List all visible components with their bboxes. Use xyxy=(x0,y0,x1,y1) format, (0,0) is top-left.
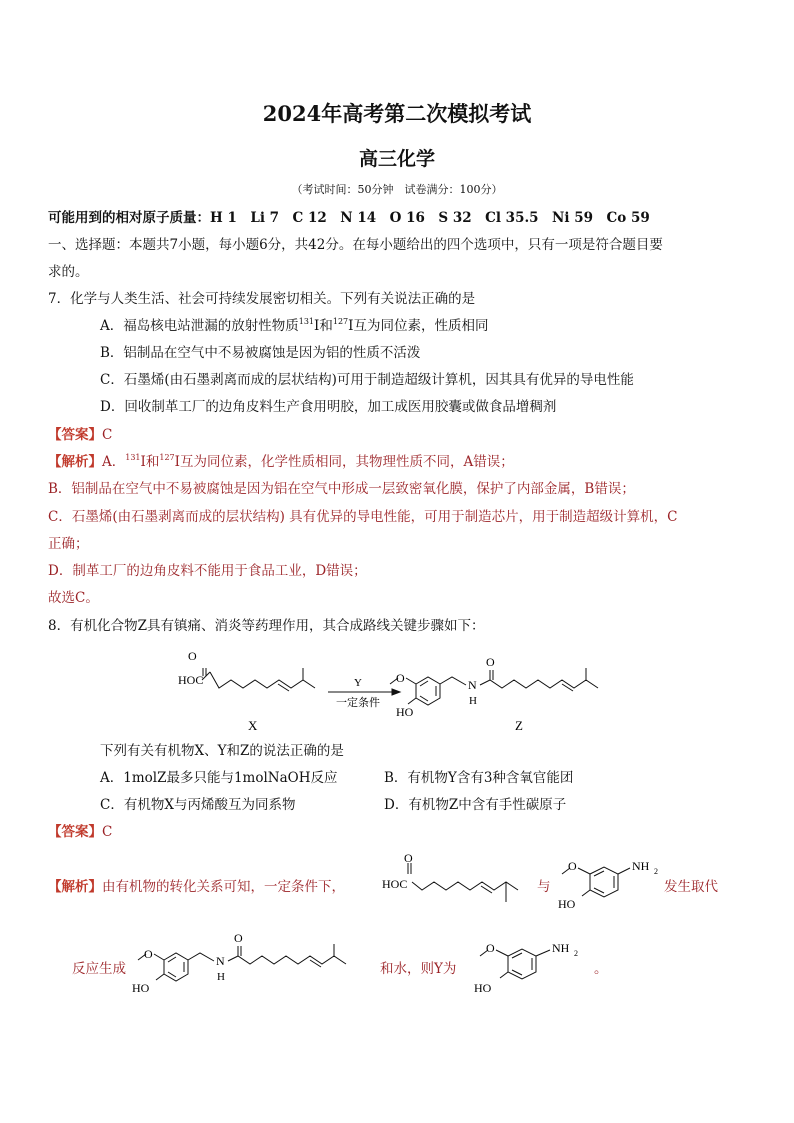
q7-analysis-d: D．制革工厂的边角皮料不能用于食品工业，D错误； xyxy=(48,563,367,579)
ya-o: O xyxy=(486,941,495,955)
ya-nh: NH xyxy=(552,941,570,955)
q7-analysis-c2: 正确； xyxy=(48,536,89,552)
q8-period: 。 xyxy=(594,961,608,977)
ay-o: O xyxy=(568,859,577,873)
q8-analysis-y-answer-structure xyxy=(470,930,594,1000)
arrow-condition: 一定条件 xyxy=(336,697,380,709)
q8-water: 和水，则Y为 xyxy=(380,961,457,977)
q8-analysis-tag: 【解析】 xyxy=(48,879,102,895)
exam-title: 2024年高考第二次模拟考试 xyxy=(262,101,532,126)
z-n-atom: N xyxy=(468,678,477,692)
q8-answer xyxy=(48,823,112,841)
q8-reaction-scheme xyxy=(170,644,630,736)
ay-sub2: 2 xyxy=(654,867,658,876)
q8-analysis-y-structure xyxy=(554,852,666,912)
q7-option-a-pre: A．福岛核电站泄漏的放射性物质 xyxy=(100,318,299,334)
q8-analysis-x-structure xyxy=(378,850,544,910)
q8-analysis-text1: 由有机物的转化关系可知，一定条件下， xyxy=(102,879,345,895)
q7-answer-tag: 【答案】 xyxy=(48,427,102,443)
q7-analysis-a xyxy=(48,453,514,471)
z-ho-label: HO xyxy=(396,705,414,719)
section-instructions-line1: 一、选择题：本题共7小题，每小题6分，共42分。在每小题给出的四个选项中，只有一项是符合题目要 xyxy=(48,237,663,253)
q7-analysis-b: B．铝制品在空气中不易被腐蚀是因为铝在空气中形成一层致密氧化膜，保护了内部金属，B错误； xyxy=(48,481,635,497)
q8-with: 与 xyxy=(537,879,551,895)
q8-option-a: A．1molZ最多只能与1molNaOH反应 xyxy=(100,770,338,786)
q7-analysis-a-post: I互为同位素，化学性质相同，其物理性质不同，A错误； xyxy=(174,454,514,470)
az-carbonyl-o: O xyxy=(234,931,243,945)
arrow-reagent: Y xyxy=(354,677,362,689)
q7-sup-127: 127 xyxy=(332,317,349,326)
q7-stem: 7．化学与人类生活、社会可持续发展密切相关。下列有关说法正确的是 xyxy=(48,291,476,307)
exam-subtitle: 高三化学 xyxy=(358,148,435,170)
q8-option-d: D．有机物Z中含有手性碳原子 xyxy=(384,797,567,813)
q8-stem: 8．有机化合物Z具有镇痛、消炎等药理作用，其合成路线关键步骤如下： xyxy=(48,618,485,634)
q7-option-a-mid: I和 xyxy=(314,318,333,334)
q7-analysis-c1: C．石墨烯(由石墨剥离而成的层状结构) 具有优异的导电性能，可用于制造芯片，用于制造超级计算机，C xyxy=(48,509,678,525)
ax-o: O xyxy=(404,851,413,865)
az-ho: HO xyxy=(132,981,150,995)
q7-option-a-post: I互为同位素，性质相同 xyxy=(348,318,489,334)
q7-analysis-a-mid: I和 xyxy=(140,454,160,470)
q8-option-b: B．有机物Y含有3种含氧官能团 xyxy=(384,770,574,786)
az-h: H xyxy=(217,971,225,983)
q7-analysis-sup-131: 131 xyxy=(125,453,141,462)
z-carbonyl-o: O xyxy=(486,655,495,669)
az-n: N xyxy=(216,954,225,968)
atomic-masses: 可能用到的相对原子质量：H 1 Li 7 C 12 N 14 O 16 S 32 Cl 35.5 Ni 59 Co 59 xyxy=(48,210,650,226)
q7-option-d: D．回收制革工厂的边角皮料生产食用明胶，加工成医用胶囊或做食品增稠剂 xyxy=(100,399,557,415)
ya-sub2: 2 xyxy=(574,949,578,958)
q8-substitution: 发生取代 xyxy=(664,879,718,895)
q8-analysis-z-structure xyxy=(128,928,380,1004)
az-o: O xyxy=(144,947,153,961)
q8-question: 下列有关有机物X、Y和Z的说法正确的是 xyxy=(100,743,344,759)
q8-answer-value: C xyxy=(102,824,113,840)
ya-ho: HO xyxy=(474,981,492,995)
ax-hoc: HOC xyxy=(382,877,408,891)
ay-nh: NH xyxy=(632,859,650,873)
q8-option-c: C．有机物X与丙烯酸互为同系物 xyxy=(100,797,296,813)
section-instructions-line2: 求的。 xyxy=(48,264,89,280)
q8-analysis-line1 xyxy=(48,878,345,896)
ay-ho: HO xyxy=(558,897,576,911)
q7-option-c: C．石墨烯(由石墨剥离而成的层状结构)可用于制造超级计算机，因其具有优异的导电性能 xyxy=(100,372,634,388)
q7-analysis-tag: 【解析】 xyxy=(48,454,102,470)
x-carbonyl-o: O xyxy=(188,649,197,663)
q8-answer-tag: 【答案】 xyxy=(48,824,102,840)
z-methoxy-o: O xyxy=(396,671,405,685)
q7-sup-131: 131 xyxy=(298,317,315,326)
q7-analysis-sup-127: 127 xyxy=(159,453,175,462)
q7-analysis-a-pre: A． xyxy=(102,454,126,470)
q7-option-a xyxy=(100,317,489,335)
exam-info: （考试时间：50分钟 试卷满分：100分） xyxy=(291,183,503,196)
q8-reaction-gen: 反应生成 xyxy=(72,961,126,977)
x-hoc-label: HOC xyxy=(178,673,204,687)
z-h-atom: H xyxy=(469,695,477,707)
q7-answer-value: C xyxy=(102,427,113,443)
q7-conclusion: 故选C。 xyxy=(48,590,99,606)
q7-answer xyxy=(48,426,112,444)
label-x: X xyxy=(248,718,258,733)
label-z: Z xyxy=(515,718,523,733)
q7-option-b: B．铝制品在空气中不易被腐蚀是因为铝的性质不活泼 xyxy=(100,345,421,361)
